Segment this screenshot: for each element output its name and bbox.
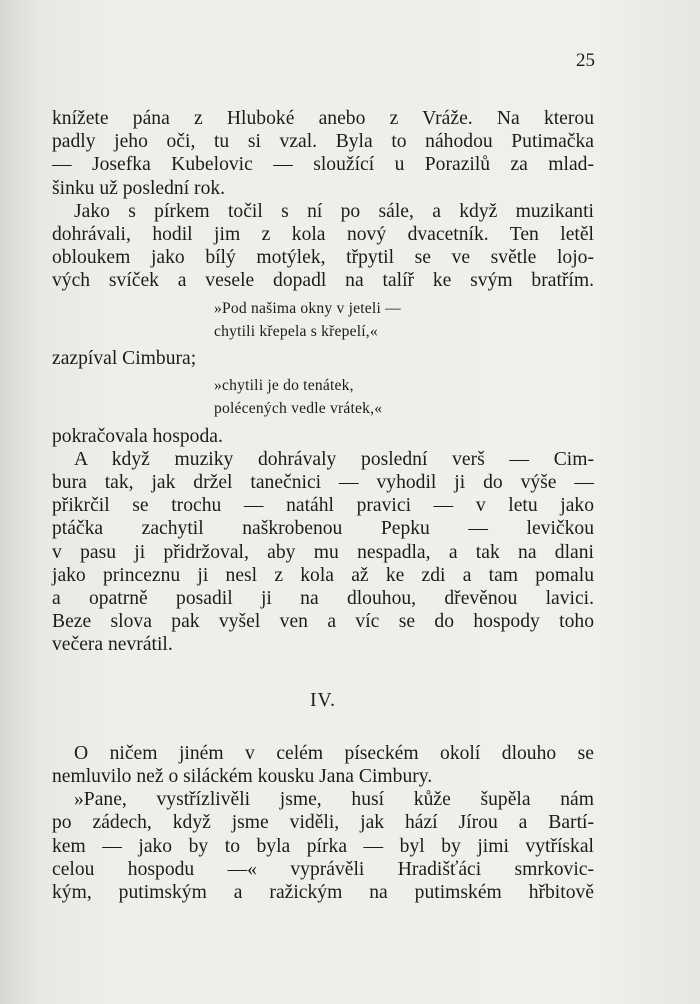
text-line: zazpíval Cimbura; [52,348,197,370]
text-line: — Josefka Kubelovic — sloužící u Porazilů za mlad- [52,154,594,176]
paragraph-3 [52,448,594,657]
text-line: a opatrně posadil ji na dlouhou, dřevěnou lavici. [52,588,594,610]
text-line: Beze slova pak vyšel ven a víc se do hospody toho [52,611,594,633]
text-line: přikrčil se trochu — natáhl pravici — v letu jako [52,495,594,517]
song-verse-2 [214,374,594,420]
text-line: večera nevrátil. [52,634,173,656]
text-line: A když muziky dohrávaly poslední verš — Cim- [74,448,594,470]
text-line: celou hospodu —« vyprávěli Hradišťáci smrkovic- [52,858,594,880]
text-line: Jako s pírkem točil s ní po sále, a když muzikanti [74,200,594,222]
text-line: kem — jako by to byla pírka — byl by jimi vytřískal [52,835,594,857]
page-text [52,107,594,904]
text-line: pokračovala hospoda. [52,425,223,447]
page-number: 25 [576,50,595,71]
text-line: knížete pána z Hluboké anebo z Vráže. Na kterou [52,108,594,129]
text-line: dohrávali, hodil jim z kola nový dvacetník. Ten letěl [52,224,594,246]
verse-line: »chytili je do tenátek, [214,377,354,395]
text-line: v pasu ji přidržoval, aby mu nespadla, a tak na dlani [52,541,594,563]
paragraph-1 [52,107,594,200]
text-line: bura tak, jak držel tanečnici — vyhodil ji do výše — [52,472,594,494]
text-line: šinku už poslední rok. [52,177,226,199]
text-line: O ničem jiném v celém píseckém okolí dlouho se [74,742,594,764]
text-line: jako princeznu ji nesl z kola až ke zdi a tam pomalu [52,564,594,586]
text-line: padly jeho oči, tu si vzal. Byla to náhodou Putimačka [52,131,594,153]
text-line: kým, putimským a ražickým na putimském hřbitově [52,882,594,904]
text-line: ptáčka zachytil naškrobenou Pepku — levičkou [52,518,594,540]
paragraph-5 [52,788,594,904]
text-line: nemluvilo než o siláckém kousku Jana Cimbury. [52,766,433,788]
verse-line: chytili křepela s křepelí,« [214,322,378,340]
text-line: po zádech, když jsme viděli, jak hází Jírou a Bartí- [52,812,594,834]
verse-line: »Pod našima okny v jeteli — [214,299,401,317]
paragraph-2 [52,200,594,293]
verse-line: polécených vedle vrátek,« [214,400,383,418]
text-line: obloukem jako bílý motýlek, třpytil se ve světle lojo- [52,247,594,269]
chapter-heading: IV. [309,689,337,711]
paragraph-4 [52,742,594,788]
text-line: vých svíček a vesele dopadl na talíř ke svým bratřím. [52,270,594,292]
song-verse-1 [214,297,594,343]
text-line: »Pane, vystřízlivěli jsme, husí kůže šupěla nám [74,789,594,811]
